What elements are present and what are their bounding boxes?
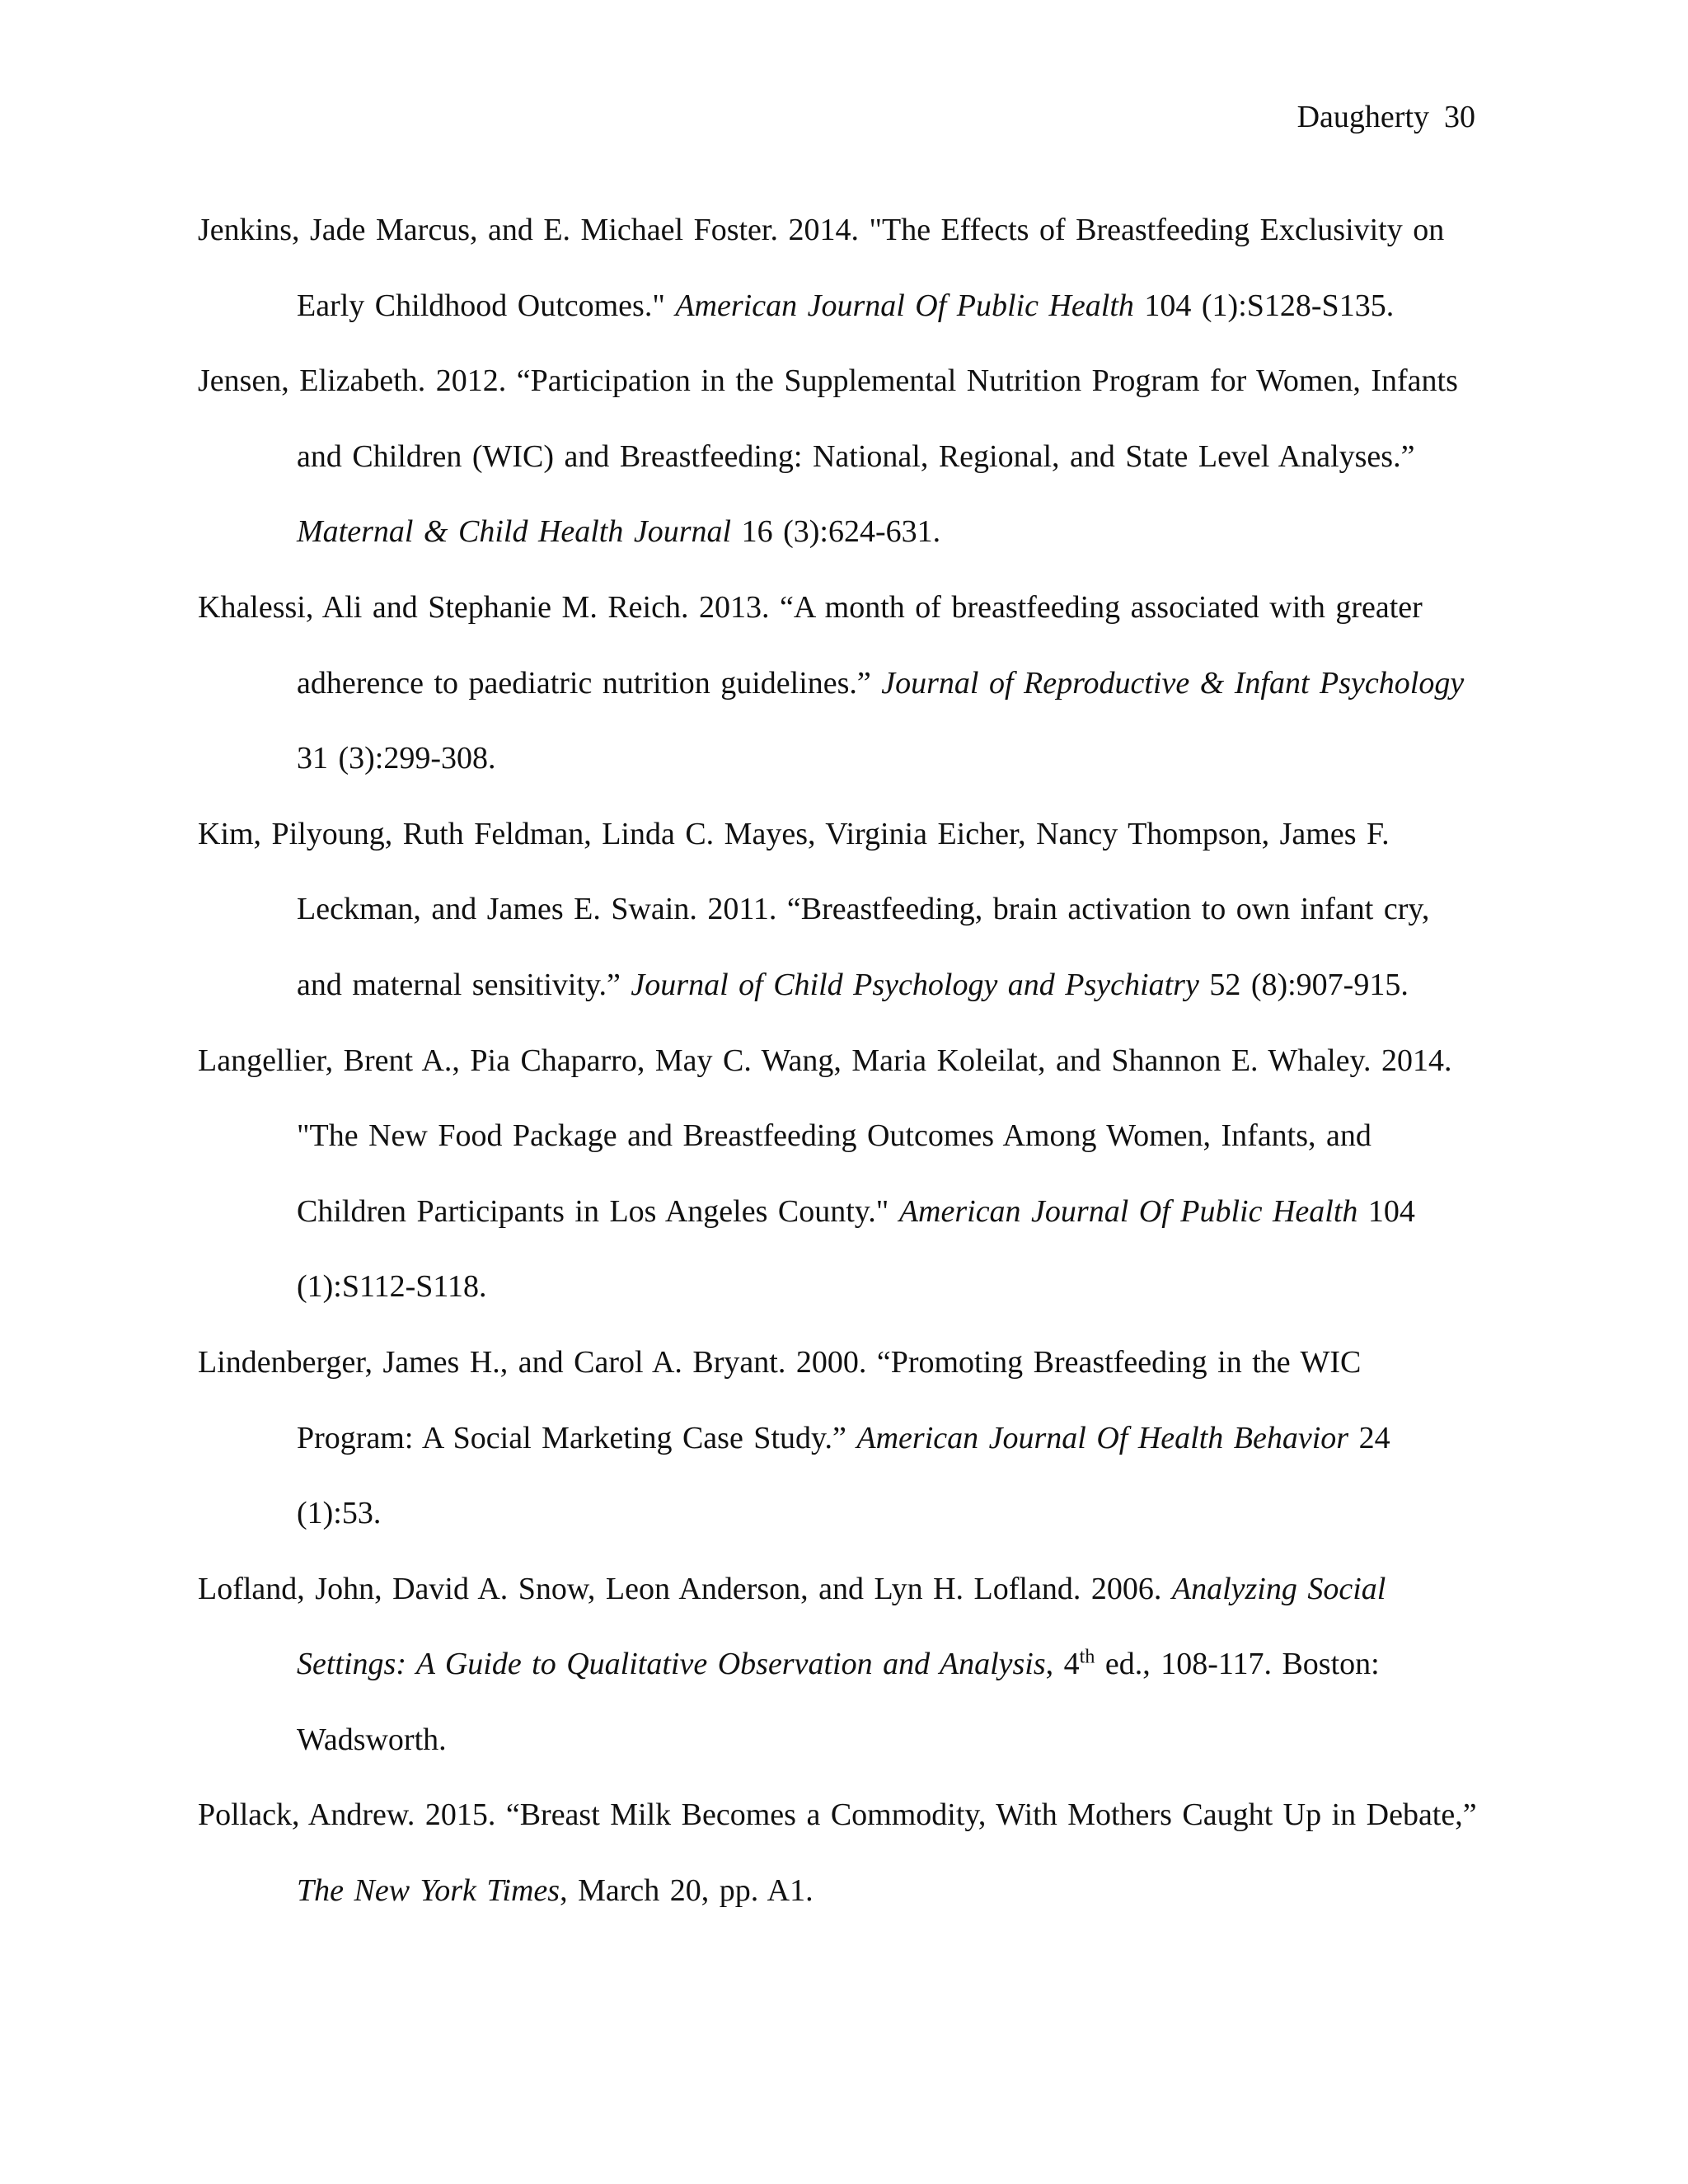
running-head (1297, 99, 1475, 135)
ordinal-superscript: th (1079, 1646, 1095, 1668)
journal-title: Journal of Reproductive & Infant Psychology (881, 665, 1465, 701)
reference-entry-lofland (198, 1552, 1484, 1779)
reference-citation: , March 20, pp. A1. (560, 1873, 814, 1909)
journal-title: American Journal Of Public Health (898, 1193, 1358, 1229)
reference-entry-langellier (198, 1024, 1484, 1325)
reference-text: Jenkins, Jade Marcus, and E. Michael Foster. 2014. "The Effects of Breastfeeding Exclusivity on Early Childhood Outcomes." (198, 213, 1445, 323)
reference-entry-jensen (198, 344, 1484, 570)
reference-list (198, 193, 1484, 1929)
journal-title: Journal of Child Psychology and Psychiatry (631, 967, 1199, 1002)
reference-entry-kim (198, 797, 1484, 1024)
reference-text: Lofland, John, David A. Snow, Leon Anderson, and Lyn H. Lofland. 2006. (198, 1571, 1172, 1606)
reference-text: Pollack, Andrew. 2015. “Breast Milk Becomes a Commodity, With Mothers Caught Up in Debate,” (198, 1797, 1477, 1833)
journal-title: American Journal Of Public Health (675, 288, 1134, 323)
reference-entry-pollack (198, 1778, 1484, 1929)
reference-citation: ed., 108-117. Boston: Wadsworth. (297, 1647, 1380, 1757)
author-surname: Daugherty (1296, 100, 1429, 134)
journal-title: Maternal & Child Health Journal (297, 514, 732, 550)
reference-text: Kim, Pilyoung, Ruth Feldman, Linda C. Mayes, Virginia Eicher, Nancy Thompson, James F. Leckman, and James E. Swain. 2011. “Breastfeeding, brain activation to own infant cry, and maternal sensitivity.” (198, 816, 1430, 1002)
reference-citation: 24 (1):53. (297, 1420, 1390, 1531)
book-title: Analyzing Social Settings: A Guide to Qualitative Observation and Analysis (297, 1571, 1386, 1682)
newspaper-title: The New York Times (297, 1873, 560, 1909)
reference-entry-khalessi (198, 570, 1484, 797)
reference-text: Lindenberger, James H., and Carol A. Bryant. 2000. “Promoting Breastfeeding in the WIC Program: A Social Marketing Case Study.” (198, 1344, 1362, 1455)
journal-title: American Journal Of Health Behavior (856, 1420, 1349, 1455)
reference-entry-jenkins (198, 193, 1484, 344)
reference-text: Langellier, Brent A., Pia Chaparro, May C. Wang, Maria Koleilat, and Shannon E. Whaley. 2014. "The New Food Package and Breastfeeding Outcomes Among Women, Infants, and Children Participants in Los Angeles County." (198, 1043, 1452, 1229)
reference-edition-prefix: , 4 (1045, 1647, 1080, 1682)
reference-citation: 104 (1):S128-S135. (1133, 288, 1395, 323)
page-number: 30 (1444, 100, 1475, 134)
reference-citation: 31 (3):299-308. (297, 741, 496, 776)
reference-citation: 104 (1):S112-S118. (297, 1193, 1415, 1305)
reference-citation: 52 (8):907-915. (1198, 967, 1409, 1002)
reference-text: Khalessi, Ali and Stephanie M. Reich. 2013. “A month of breastfeeding associated with greater adherence to paediatric nutrition guidelines.” (198, 589, 1423, 701)
reference-entry-lindenberger (198, 1325, 1484, 1552)
reference-citation: 16 (3):624-631. (731, 514, 941, 550)
reference-text: Jensen, Elizabeth. 2012. “Participation in the Supplemental Nutrition Program for Women, Infants and Children (WIC) and Breastfeeding: National, Regional, and State Level Analyses.” (198, 363, 1458, 474)
